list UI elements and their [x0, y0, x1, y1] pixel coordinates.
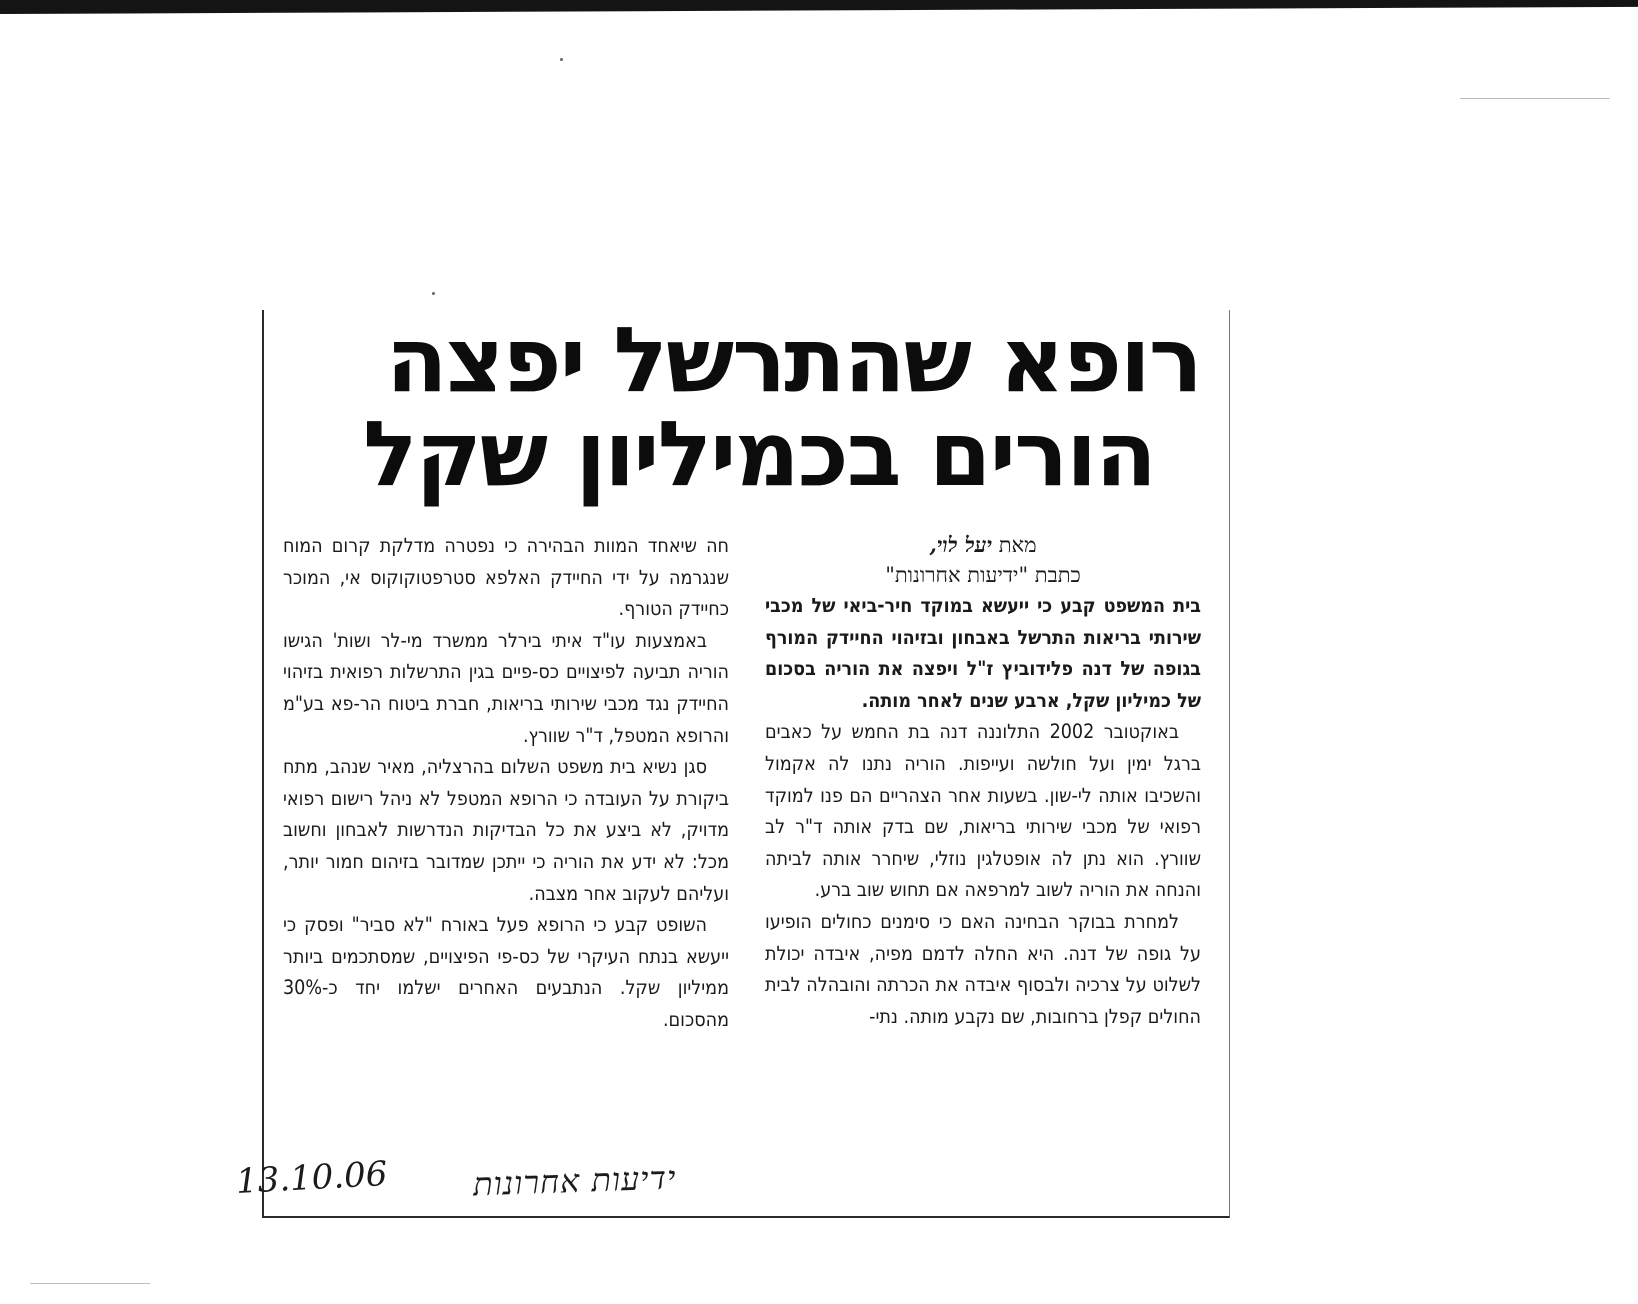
- scan-dot: [560, 58, 563, 61]
- handwritten-date: 13.10.06: [235, 1154, 389, 1202]
- article-paragraph: באוקטובר 2002 התלוננה דנה בת החמש על כאבים ברגל ימין ועל חולשה ועייפות. הוריה נתנו לה אקמול והשכיבו אותה לי-שון. בשעות אחר הצהריים הם פנו למוקד רפואי של מכבי שירותי בריאות, שם בדק אותה ד"ר לב שוורץ. הוא נתן לה אופטלגין נוזלי, שיחרר אותה לביתה והנחה את הוריה לשוב למרפאה אם תחוש שוב ברע.: [765, 720, 1201, 902]
- headline-line-2: הורים בכמיליון שקל: [363, 402, 1155, 507]
- scan-smudge: [1460, 98, 1610, 99]
- article-paragraph: באמצעות עו"ד איתי בירלר ממשרד מי-לר ושות' הגישו הוריה תביעה לפיצויים כס-פיים בגין התרשלות רפואית בזיהוי החיידק נגד מכבי שירותי בריאות, חברת ביטוח הר-פא בע"מ והרופא המטפל, ד"ר שוורץ.: [283, 628, 729, 747]
- newspaper-clipping: [262, 310, 1230, 1218]
- article-paragraph: בית המשפט קבע כי ייעשא במוקד חיר-ביאי של מכבי שירותי בריאות התרשל באבחון ובזיהוי החיידק המורף בגופה של דנה פלידוביץ ז"ל ויפצה את הוריה בסכום של כמיליון שקל, ארבע שנים לאחר מותה.: [765, 594, 1201, 712]
- handwritten-source: ידיעות אחרונות: [471, 1158, 677, 1204]
- article-column-left: [283, 530, 729, 1036]
- article-paragraph: השופט קבע כי הרופא פעל באורח "לא סביר" ופסק כי ייעשא בנתח העיקרי של כס-פי הפיצויים, שמסתכמים ביותר ממיליון שקל. הנתבעים האחרים ישלמו יחד כ-30% מהסכום.: [283, 913, 729, 1031]
- article-paragraph: למחרת בבוקר הבחינה האם כי סימנים כחולים הופיעו על גופה של דנה. היא החלה לדמם מפיה, איבדה יכולת לשלוט על צרכיה ולבסוף איבדה את הכרתה והובהלה לבית החולים קפלן ברחובות, שם נקבע מותה. נתי-: [765, 909, 1201, 1028]
- byline-prefix: מאת: [998, 533, 1037, 557]
- scan-dot: [432, 292, 435, 295]
- scan-smudge: [30, 1283, 150, 1284]
- article-column-right: [765, 530, 1201, 1032]
- handwritten-annotation: [236, 1156, 676, 1206]
- byline-author: יעל לוי,: [929, 532, 992, 557]
- byline-credit: כתבת "ידיעות אחרונות": [885, 563, 1081, 587]
- scan-edge-top: [0, 0, 1638, 14]
- headline: [271, 308, 1201, 507]
- headline-line-1: רופא שהתרשל יפצה: [385, 308, 1201, 413]
- article-paragraph: חה שיאחד המוות הבהירה כי נפטרה מדלקת קרום המוח שנגרמה על ידי החיידק האלפא סטרפטוקוקוס אי, המוכר כחיידק הטורף.: [283, 534, 729, 621]
- article-paragraph: סגן נשיא בית משפט השלום בהרצליה, מאיר שנהב, מתח ביקורת על העובדה כי הרופא המטפל לא ניהל רישום רפואי מדויק, לא ביצע את כל הבדיקות הנדרשות לאבחון וחשוב מכל: לא ידע את הוריה כי ייתכן שמדובר בזיהום חמור יותר, ועליהם לעקוב אחר מצבה.: [283, 755, 729, 905]
- byline: [765, 530, 1201, 560]
